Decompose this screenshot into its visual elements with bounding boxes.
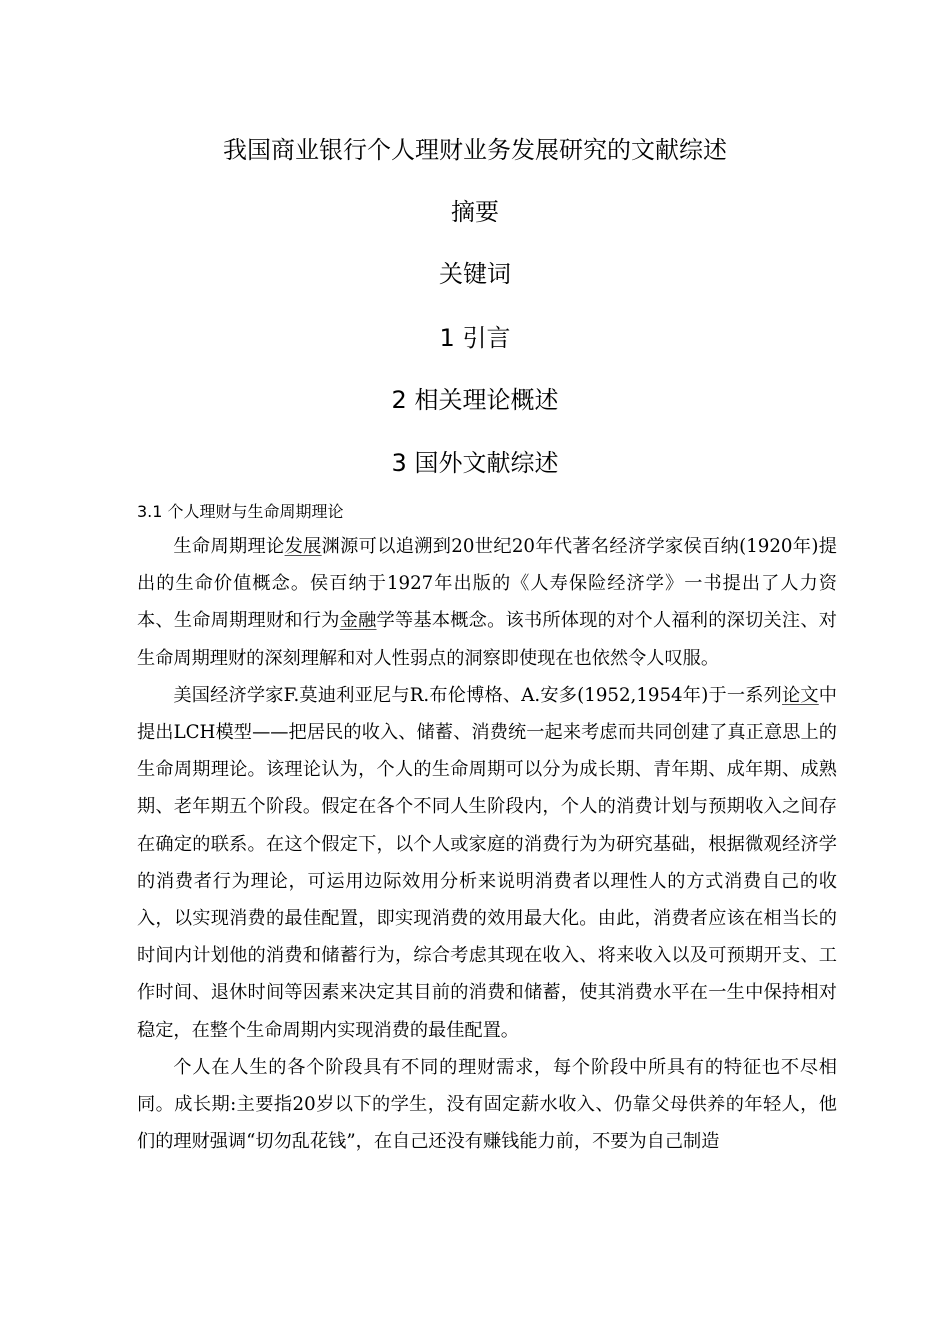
link-paper[interactable]: 论文 (782, 684, 819, 706)
paragraph-2 (137, 677, 837, 1049)
paragraph-text: 渊源可以追溯到20世纪20年代著名经济学家侯百纳(1920年)提出的生命价值概念。侯百纳于1927年出版的《人寿保险经济学》一书提出了人力资本、生命周期理财和行为 (137, 536, 837, 632)
paragraph-text: 中提出LCH模型——把居民的收入、储蓄、消费统一起来考虑而共同创建了真正意思上的生命周期理论。该理论认为，个人的生命周期可以分为成长期、青年期、成年期、成熟期、老年期五个阶段。假定在各个不同人生阶段内，个人的消费计划与预期收入之间存在确定的联系。在这个假定下，以个人或家庭的消费行为为研究基础，根据微观经济学的消费者行为理论，可运用边际效用分析来说明消费者以理性人的方式消费自己的收入，以实现消费的最佳配置，即实现消费的效用最大化。由此，消费者应该在相当长的时间内计划他的消费和储蓄行为，综合考虑其现在收入、将来收入以及可预期开支、工作时间、退休时间等因素来决定其目前的消费和储蓄，使其消费水平在一生中保持相对稳定，在整个生命周期内实现消费的最佳配置。 (137, 684, 837, 1041)
link-development[interactable]: 发展 (284, 536, 322, 557)
body-text (137, 528, 837, 1160)
heading-introduction: 1 引言 (439, 324, 511, 352)
paragraph-3 (137, 1049, 837, 1161)
heading-theory-overview: 2 相关理论概述 (391, 386, 559, 414)
heading-abstract: 摘要 (451, 198, 499, 226)
paragraph-text: 学等基本概念。该书所体现的对个人福利的深切关注、对生命周期理财的深刻理解和对人性弱点的洞察即使现在也依然令人叹服。 (137, 610, 837, 669)
paragraph-1 (137, 528, 837, 677)
paragraph-text: 个人在人生的各个阶段具有不同的理财需求，每个阶段中所具有的特征也不尽相同。成长期:主要指20岁以下的学生，没有固定薪水收入、仍靠父母供养的年轻人，他们的理财强调“切勿乱花钱”，在自己还没有赚钱能力前，不要为自己制造 (137, 1056, 837, 1153)
link-finance[interactable]: 金融 (339, 610, 377, 632)
subsection-heading: 3.1 个人理财与生命周期理论 (137, 502, 344, 521)
paragraph-text: 美国经济学家F.莫迪利亚尼与R.布伦博格、A.安多(1952,1954年)于一系列 (173, 684, 783, 706)
heading-foreign-literature: 3 国外文献综述 (391, 449, 559, 477)
paragraph-text: 生命周期理论 (173, 536, 285, 557)
heading-keywords: 关键词 (439, 260, 511, 288)
document-title: 我国商业银行个人理财业务发展研究的文献综述 (223, 136, 727, 164)
